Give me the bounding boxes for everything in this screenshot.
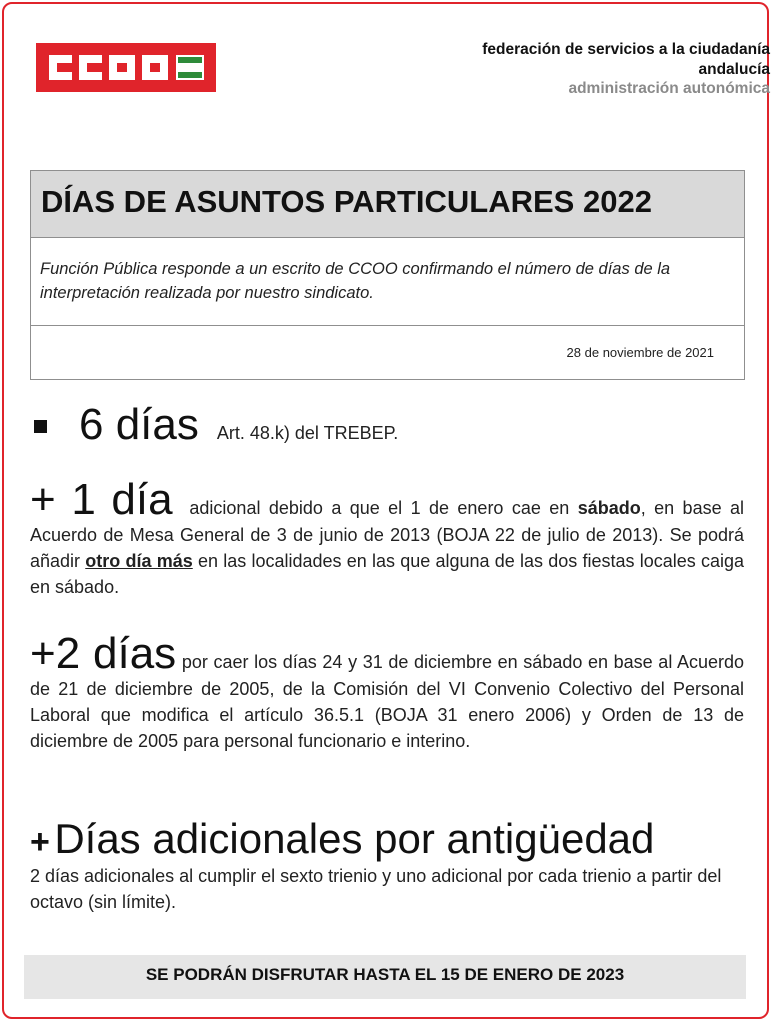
section-one-day-text-c: en las localidades en las que alguna de las dos fiestas locales caiga en sábado.: [30, 551, 745, 597]
section-two-days: [30, 629, 744, 754]
section-six-days: [34, 400, 398, 450]
section-six-days-text: Art. 48.k) del TREBEP.: [216, 423, 399, 443]
section-name: administración autonómica: [568, 80, 770, 97]
section-seniority: [30, 815, 744, 915]
section-two-days-text: por caer los días 24 y 31 de diciembre en sábado en base al Acuerdo de 21 de diciembre de 2005, de la Comisión del VI Convenio Colectivo del Personal Laboral que modifica el artículo 36.5.1 (BOJA 31 enero 2006) y Orden de 13 de diciembre de 2005 para personal funcionario e interino.: [30, 652, 744, 751]
section-seniority-text: 2 días adicionales al cumplir el sexto trienio y uno adicional por cada trienio a partir del octavo (sin límite).: [30, 866, 722, 912]
section-one-day-text-b: , en base al Acuerdo de Mesa General de 3 de junio de 2013 (BOJA 22 de julio de 2013). Se podrá añadir: [30, 498, 745, 571]
document-date: 28 de noviembre de 2021: [566, 345, 714, 360]
saturday-emphasis: sábado: [577, 498, 641, 518]
section-one-day: [30, 475, 745, 600]
section-one-day-text-a: adicional debido a que el 1 de enero cae en: [189, 498, 578, 518]
section-six-days-heading: 6 días: [79, 400, 199, 449]
square-bullet-icon: [34, 420, 47, 433]
extra-day-emphasis: otro día más: [85, 551, 193, 571]
title-box: [30, 170, 745, 380]
section-seniority-heading: Días adicionales por antigüedad: [54, 815, 655, 862]
document-title: DÍAS DE ASUNTOS PARTICULARES 2022: [31, 171, 744, 238]
plus-icon: +: [30, 823, 50, 861]
organization-header: [482, 40, 770, 98]
section-two-days-heading: +2 días: [30, 629, 177, 678]
deadline-banner: SE PODRÁN DISFRUTAR HASTA EL 15 DE ENERO DE 2023: [24, 955, 746, 999]
federation-name: federación de servicios a la ciudadanía: [482, 41, 770, 58]
section-one-day-heading: + 1 día: [30, 475, 173, 524]
ccoo-logo: [36, 43, 216, 92]
document-subtitle: Función Pública responde a un escrito de CCOO confirmando el número de días de la interpretación realizada por nuestro sindicato.: [31, 238, 744, 326]
region-name: andalucía: [698, 61, 770, 78]
